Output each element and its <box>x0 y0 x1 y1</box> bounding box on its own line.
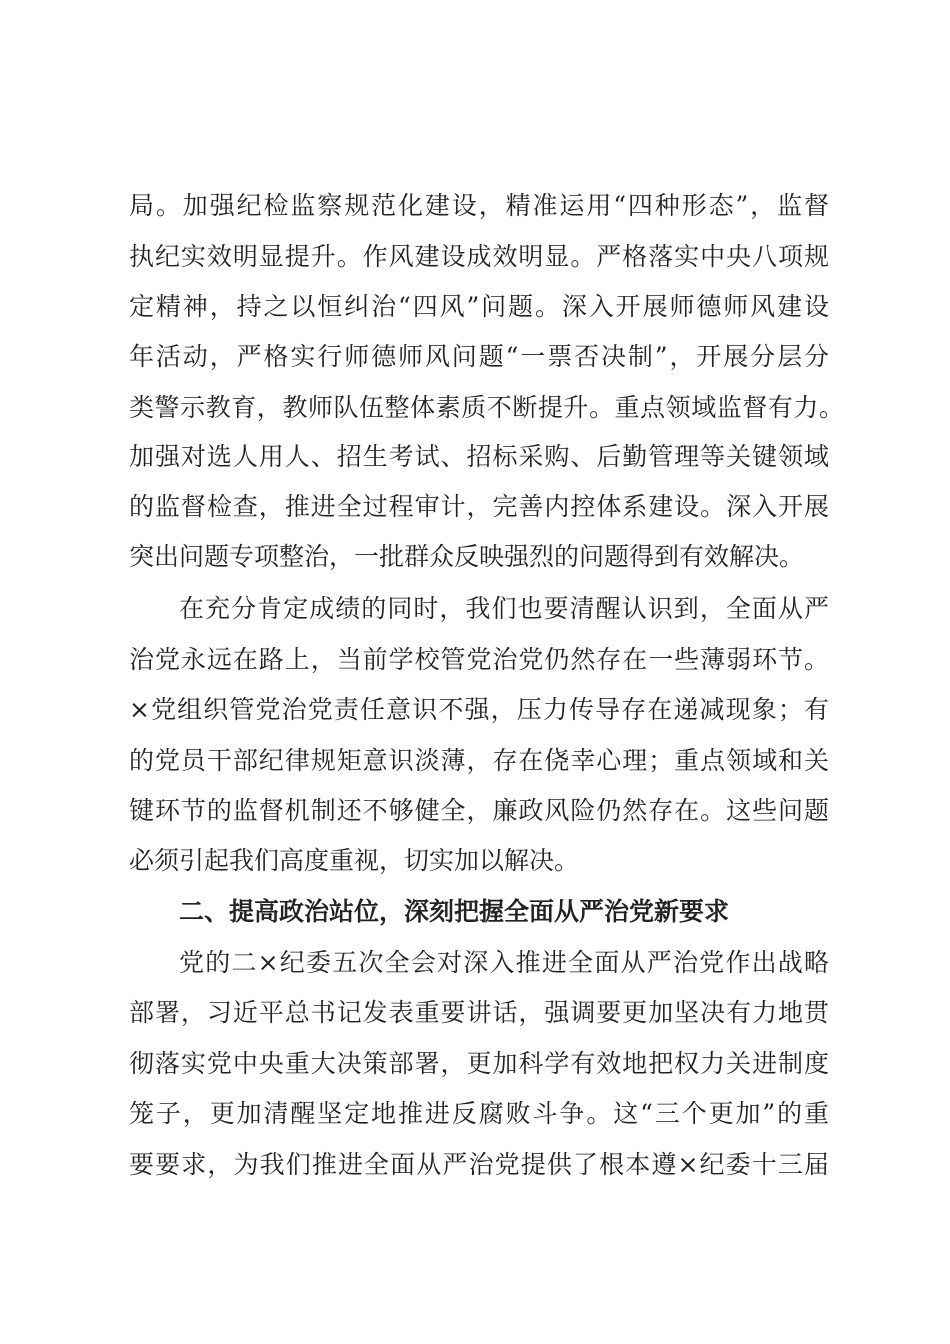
paragraph-3-line-2: 部署，习近平总书记发表重要讲话，强调要更加坚决有力地贯 <box>129 998 829 1027</box>
paragraph-2-line-6: 必须引起我们高度重视，切实加以解决。 <box>129 846 580 875</box>
paragraph-3-line-4: 笼子，更加清醒坚定地推进反腐败斗争。这“三个更加”的重 <box>129 1099 829 1128</box>
paragraph-3-line-1: 党的二×纪委五次全会对深入推进全面从严治党作出战略 <box>179 948 829 977</box>
body-line-3: 定精神，持之以恒纠治“四风”问题。深入开展师德师风建设 <box>129 292 829 321</box>
paragraph-3-line-5: 要要求，为我们推进全面从严治党提供了根本遵×纪委十三届 <box>129 1150 829 1179</box>
body-line-6: 加强对选人用人、招生考试、招标采购、后勤管理等关键领域 <box>129 442 829 471</box>
paragraph-2-line-1: 在充分肯定成绩的同时，我们也要清醒认识到，全面从严 <box>179 594 829 623</box>
paragraph-2-line-5: 键环节的监督机制还不够健全，廉政风险仍然存在。这些问题 <box>129 796 829 825</box>
body-line-7: 的监督检查，推进全过程审计，完善内控体系建设。深入开展 <box>129 492 829 521</box>
section-heading: 二、提高政治站位，深刻把握全面从严治党新要求 <box>179 897 730 926</box>
paragraph-3-line-3: 彻落实党中央重大决策部署，更加科学有效地把权力关进制度 <box>129 1049 829 1078</box>
body-line-2: 执纪实效明显提升。作风建设成效明显。严格落实中央八项规 <box>129 242 829 271</box>
paragraph-2-line-4: 的党员干部纪律规矩意识淡薄，存在侥幸心理；重点领域和关 <box>129 746 829 775</box>
body-line-4: 年活动，严格实行师德师风问题“一票否决制”，开展分层分 <box>129 342 829 371</box>
body-line-8: 突出问题专项整治，一批群众反映强烈的问题得到有效解决。 <box>129 542 805 571</box>
body-line-5: 类警示教育，教师队伍整体素质不断提升。重点领域监督有力。 <box>129 393 844 422</box>
paragraph-2-line-3: ×党组织管党治党责任意识不强，压力传导存在递减现象；有 <box>129 695 829 724</box>
body-line-1: 局。加强纪检监察规范化建设，精准运用“四种形态”，监督 <box>129 191 829 220</box>
paragraph-2-line-2: 治党永远在路上，当前学校管党治党仍然存在一些薄弱环节。 <box>129 645 829 674</box>
